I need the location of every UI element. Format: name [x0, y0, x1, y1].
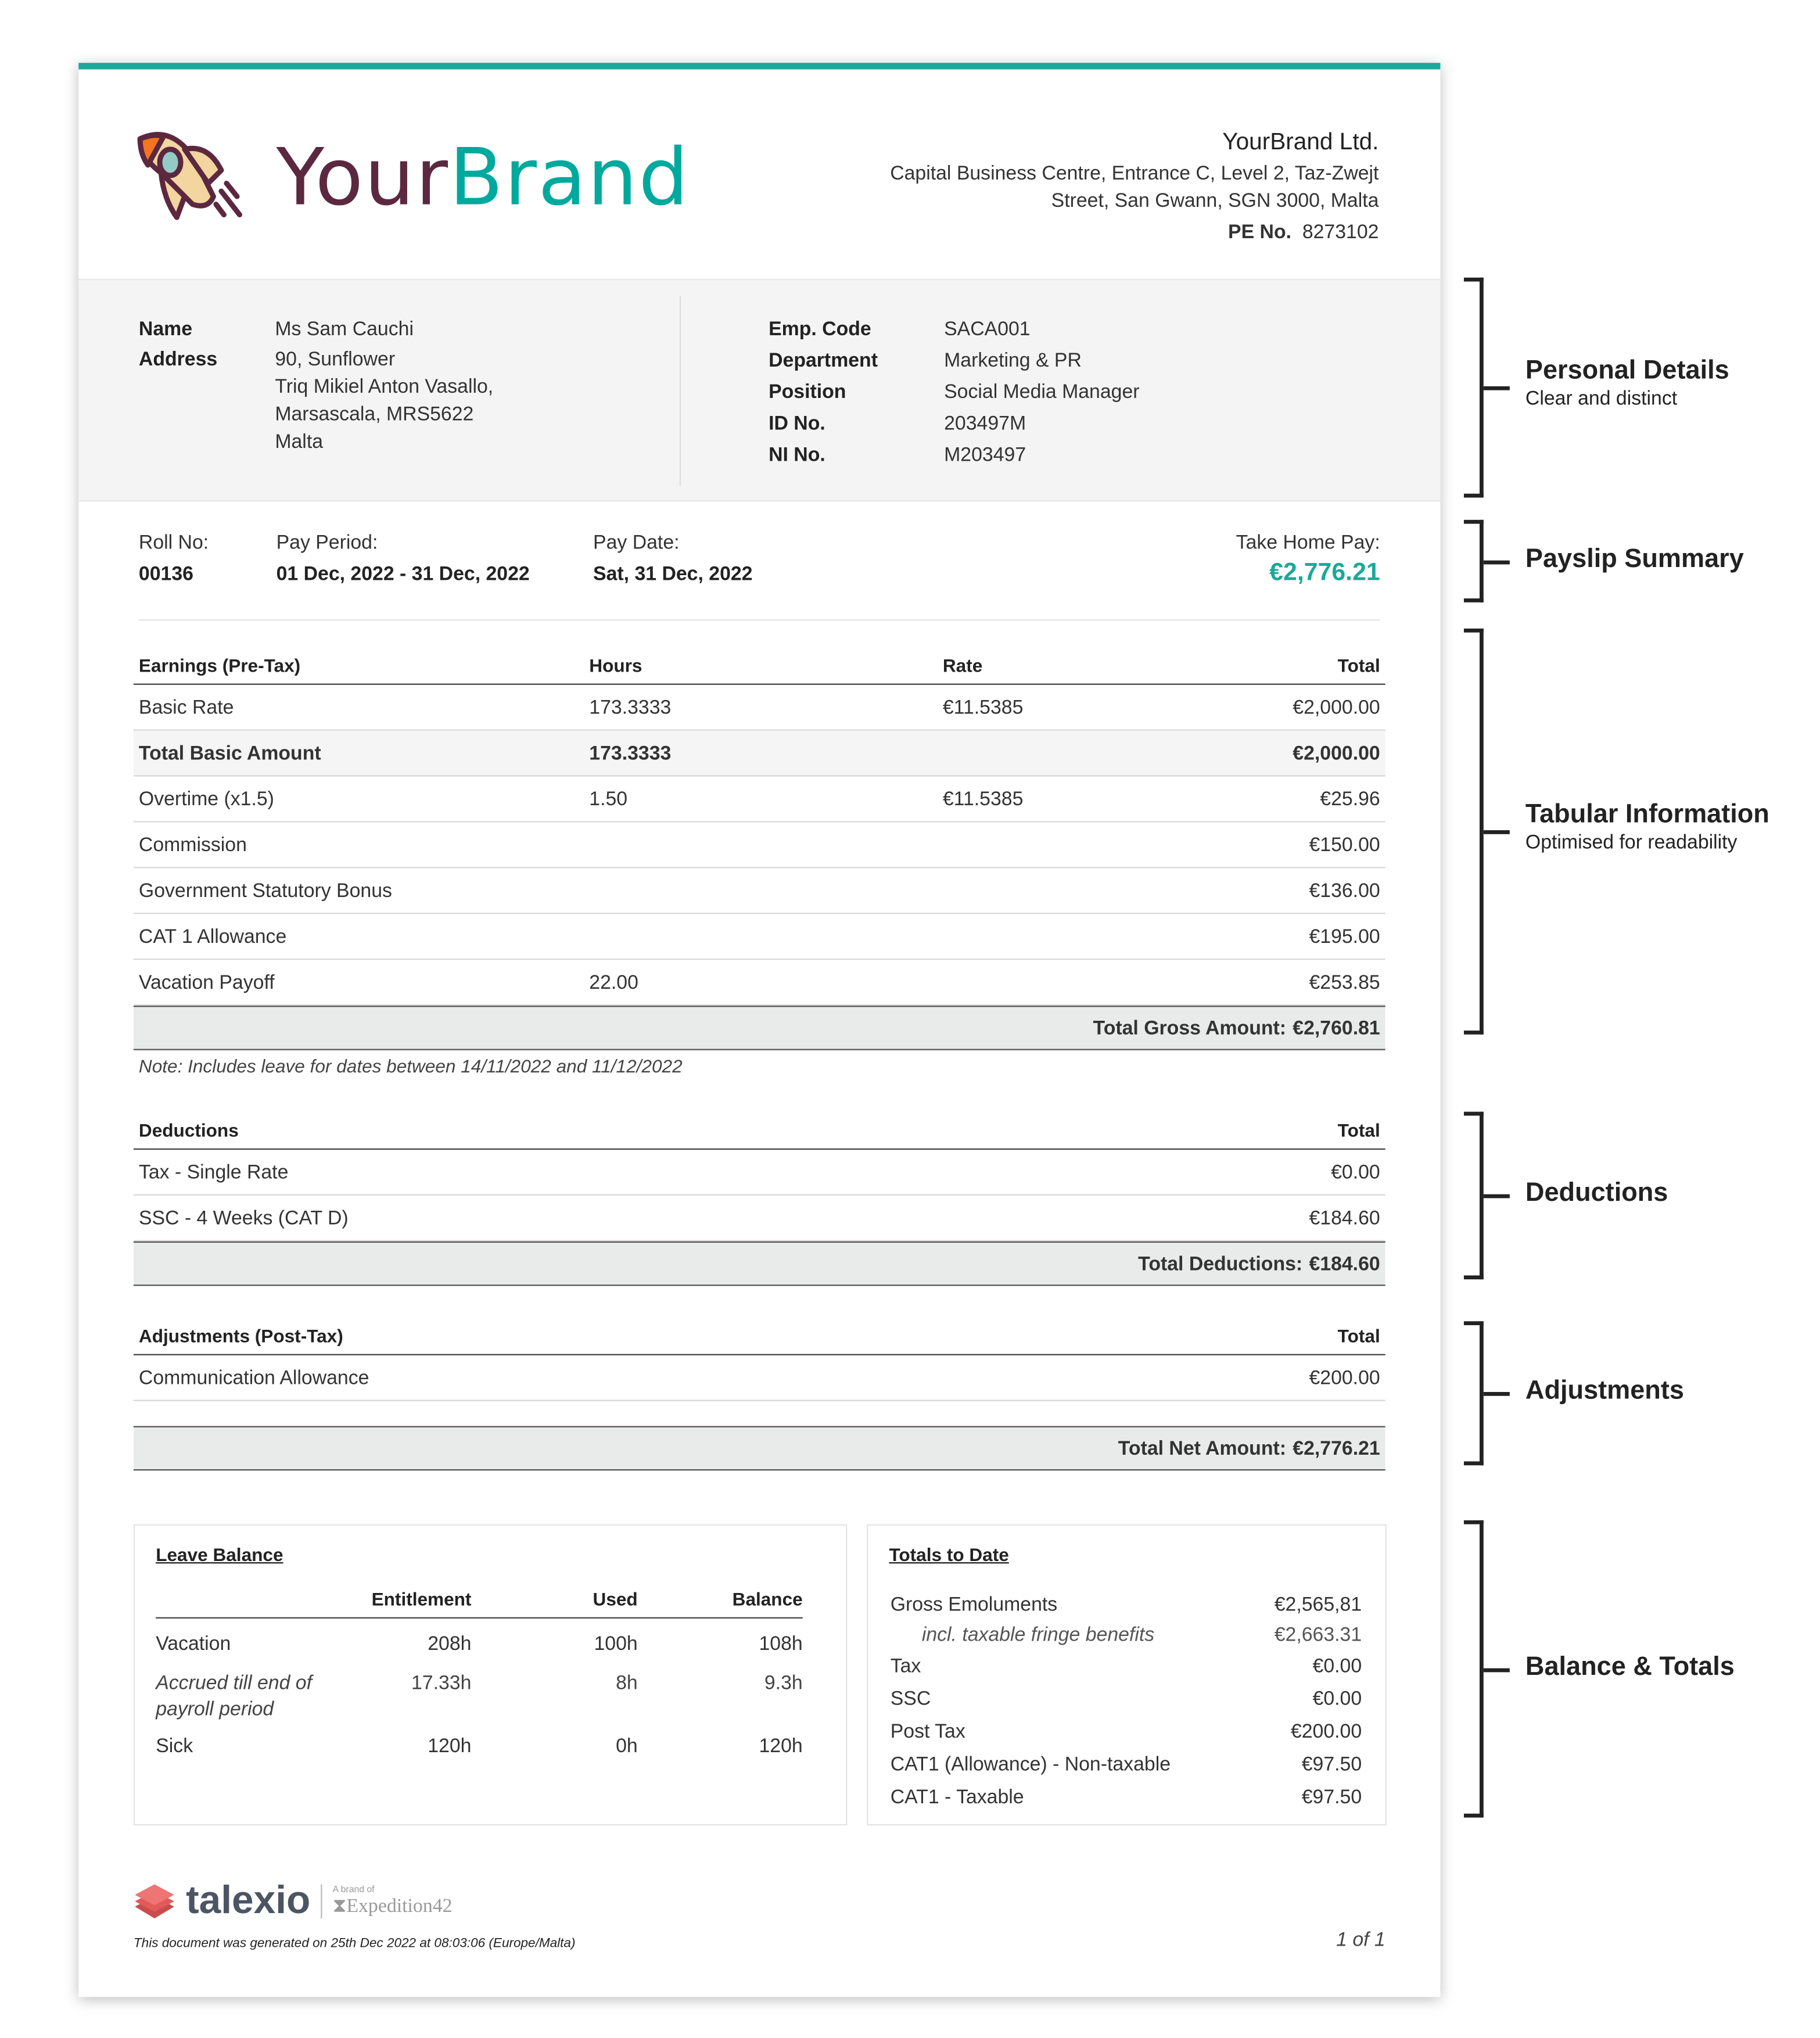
field-label: NI No.: [769, 444, 825, 467]
annotation-title: Adjustments: [1525, 1376, 1684, 1405]
column-header: Total: [1337, 1120, 1380, 1141]
cell: 120h: [759, 1735, 803, 1757]
field-value: 90, Sunflower: [275, 348, 396, 371]
leave-row: [156, 1671, 802, 1723]
cell: Vacation Payoff: [138, 971, 275, 993]
total-value: €2,776.21: [1293, 1437, 1380, 1460]
bracket: [1464, 1112, 1484, 1280]
cell: €150.00: [1309, 833, 1380, 856]
cell: €2,565,81: [1274, 1594, 1362, 1616]
cell: 9.3h: [764, 1672, 803, 1695]
totals-to-date-panel: [867, 1524, 1387, 1825]
column-header: Hours: [589, 655, 642, 676]
table-row: [134, 731, 1385, 777]
cell: €0.00: [1331, 1161, 1380, 1183]
cell: €253.85: [1309, 971, 1380, 993]
talexio-layers-icon: [134, 1883, 175, 1919]
table-row: [134, 777, 1385, 823]
totals-row: [891, 1716, 1362, 1748]
cell: €2,000.00: [1293, 741, 1380, 765]
cell: Commission: [138, 833, 247, 856]
annotation-subtitle: Clear and distinct: [1525, 387, 1678, 410]
total-row: [134, 1426, 1385, 1471]
cell: €195.00: [1309, 925, 1380, 948]
cell: 108h: [759, 1632, 803, 1656]
column-header: Adjustments (Post-Tax): [138, 1325, 343, 1347]
cell: €200.00: [1290, 1720, 1362, 1743]
annotation-title: Tabular Information: [1525, 800, 1769, 829]
table-header: [134, 645, 1385, 685]
table-row: [134, 960, 1385, 1006]
field-label: Emp. Code: [769, 318, 871, 341]
field-label: Position: [769, 381, 846, 404]
totals-row: [891, 1588, 1362, 1621]
field-label: Department: [769, 349, 878, 372]
take-home-label: Take Home Pay:: [1236, 532, 1380, 554]
annotation-title: Balance & Totals: [1525, 1652, 1735, 1681]
brand-of-label: A brand of: [332, 1885, 375, 1895]
field-label: [139, 401, 275, 428]
cell: CAT1 - Taxable: [890, 1786, 1024, 1809]
brand-name-part2: Brand: [449, 132, 690, 224]
talexio-wordmark: talexio: [186, 1879, 311, 1922]
payslip-document: [78, 63, 1440, 1997]
table-row: [134, 1196, 1385, 1242]
field-value: Marsascala, MRS5622: [275, 403, 474, 426]
cell: €2,663.31: [1274, 1623, 1362, 1646]
cell: €25.96: [1320, 787, 1380, 810]
cell: €2,000.00: [1293, 696, 1380, 719]
rocket-icon: [135, 131, 253, 225]
cell: Post Tax: [890, 1720, 965, 1743]
earnings-note: Note: Includes leave for dates between 14/11/2022 and 11/12/2022: [138, 1055, 683, 1077]
divider: [680, 296, 681, 486]
cell: Sick: [156, 1735, 193, 1757]
cell: €184.60: [1309, 1207, 1380, 1229]
bracket: [1464, 278, 1484, 498]
generated-note: This document was generated on 25th Dec 2022 at 08:03:06 (Europe/Malta): [133, 1936, 576, 1951]
bracket: [1464, 1520, 1484, 1818]
table-row: [134, 914, 1385, 960]
cell: €11.5385: [942, 696, 1024, 719]
pe-label: PE No.: [1228, 221, 1292, 244]
company-address-line2: Street, San Gwann, SGN 3000, Malta: [1051, 189, 1379, 213]
take-home-value: €2,776.21: [1269, 559, 1380, 587]
field-value: 203497M: [944, 412, 1026, 435]
earnings-table: [134, 645, 1385, 1050]
field-label: Name: [138, 318, 193, 341]
cell: incl. taxable fringe benefits: [921, 1623, 1155, 1646]
cell: CAT1 (Allowance) - Non-taxable: [890, 1753, 1171, 1776]
cell: 22.00: [589, 971, 638, 993]
column-header: Total: [1337, 655, 1380, 676]
personal-row: [769, 346, 1139, 377]
cell: Tax - Single Rate: [138, 1161, 289, 1183]
deductions-table: [134, 1110, 1385, 1286]
total-row: [134, 1006, 1385, 1050]
cell: Accrued till end of payroll period: [156, 1672, 312, 1721]
totals-row: [891, 1650, 1362, 1682]
parent-brand: Expedition42: [346, 1895, 453, 1917]
roll-value: 00136: [138, 563, 193, 586]
cell: Basic Rate: [138, 696, 234, 719]
brand-name: [277, 132, 690, 224]
spacer: [134, 1401, 1385, 1426]
table-header: [134, 1316, 1385, 1355]
personal-row: [139, 373, 493, 400]
column-header: [156, 1588, 313, 1609]
field-value: Social Media Manager: [944, 381, 1140, 404]
cell: 17.33h: [411, 1672, 472, 1695]
cell: 120h: [428, 1735, 472, 1757]
pe-value: 8273102: [1302, 221, 1379, 244]
field-value: Triq Mikiel Anton Vasallo,: [275, 375, 494, 399]
field-label: Address: [138, 348, 218, 371]
roll-label: Roll No:: [138, 532, 209, 554]
totals-row: [891, 1781, 1362, 1813]
pay-date-label: Pay Date:: [593, 532, 680, 554]
column-header: Balance: [732, 1588, 803, 1610]
cell: €0.00: [1312, 1655, 1362, 1678]
cell: €97.50: [1301, 1786, 1362, 1809]
column-header: Used: [593, 1588, 638, 1610]
cell: Tax: [890, 1655, 921, 1678]
column-header: Total: [1337, 1325, 1380, 1347]
cell: 8h: [616, 1672, 638, 1695]
total-row: [134, 1242, 1385, 1286]
bracket-tick: [1484, 1194, 1510, 1199]
cell: Government Statutory Bonus: [138, 879, 392, 902]
field-value: M203497: [944, 444, 1026, 467]
personal-row: [139, 428, 493, 455]
cell: Communication Allowance: [138, 1366, 369, 1389]
totals-row: [891, 1748, 1362, 1781]
cell: SSC: [890, 1688, 931, 1710]
company-info: [890, 128, 1379, 246]
bracket: [1464, 520, 1484, 602]
table-row: [134, 1355, 1385, 1401]
brand-logo: [135, 131, 690, 225]
personal-row: [139, 314, 493, 346]
period-value: 01 Dec, 2022 - 31 Dec, 2022: [276, 563, 530, 586]
bracket-tick: [1484, 1667, 1510, 1671]
cell: SSC - 4 Weeks (CAT D): [138, 1207, 349, 1229]
bracket: [1464, 1321, 1484, 1465]
leave-header: [156, 1588, 802, 1619]
total-label: Total Deductions:: [1138, 1252, 1303, 1275]
total-label: Total Net Amount:: [1118, 1437, 1287, 1460]
annotation-title: Deductions: [1525, 1178, 1668, 1208]
page-number: 1 of 1: [1336, 1929, 1385, 1951]
field-label: [139, 428, 275, 455]
brand-name-part1: Your: [276, 132, 450, 224]
personal-row: [769, 408, 1139, 440]
cell: €11.5385: [942, 787, 1024, 810]
bracket-tick: [1484, 560, 1510, 564]
cell: Gross Emoluments: [890, 1594, 1058, 1616]
table-header: [134, 1110, 1385, 1150]
field-value: Marketing & PR: [944, 349, 1082, 372]
bracket: [1464, 629, 1484, 1035]
field-label: ID No.: [769, 412, 825, 435]
personal-row: [139, 401, 493, 428]
total-value: €184.60: [1309, 1252, 1380, 1275]
personal-row: [769, 314, 1139, 346]
cell: €97.50: [1301, 1753, 1362, 1776]
table-row: [134, 823, 1385, 869]
cell: €0.00: [1312, 1688, 1362, 1710]
cell: 1.50: [589, 787, 628, 810]
divider: [321, 1885, 322, 1919]
cell: €136.00: [1309, 879, 1380, 902]
cell: 0h: [616, 1735, 638, 1757]
personal-row: [769, 440, 1139, 471]
cell: Total Basic Amount: [138, 741, 321, 765]
cell: 208h: [428, 1632, 472, 1656]
cell: Vacation: [156, 1632, 231, 1656]
totals-row: [891, 1621, 1362, 1650]
leave-row: [156, 1734, 802, 1760]
adjustments-table: [134, 1316, 1385, 1470]
annotation-title: Payslip Summary: [1525, 544, 1744, 573]
personal-row: [769, 377, 1139, 408]
field-value: SACA001: [944, 318, 1031, 341]
field-label: [139, 373, 275, 400]
table-row: [134, 1150, 1385, 1196]
table-row: [134, 868, 1385, 914]
personal-row: [139, 346, 493, 373]
period-label: Pay Period:: [276, 532, 378, 554]
cell: Overtime (x1.5): [138, 787, 274, 810]
leave-row: [156, 1631, 802, 1657]
total-label: Total Gross Amount:: [1093, 1017, 1287, 1039]
annotation-title: Personal Details: [1525, 356, 1729, 385]
cell: CAT 1 Allowance: [138, 925, 287, 948]
cell: €200.00: [1309, 1366, 1380, 1389]
column-header: Earnings (Pre-Tax): [138, 655, 301, 676]
column-header: Entitlement: [371, 1588, 472, 1610]
personal-details: [78, 279, 1440, 501]
cell: 100h: [594, 1632, 638, 1656]
bracket-tick: [1484, 386, 1510, 390]
cell: 173.3333: [589, 696, 672, 719]
company-name: YourBrand Ltd.: [1222, 128, 1379, 155]
expedition42-wordmark: ⧗Expedition42: [332, 1895, 453, 1917]
totals-row: [891, 1682, 1362, 1715]
annotation-subtitle: Optimised for readability: [1525, 831, 1738, 854]
cell: 173.3333: [589, 741, 672, 765]
field-value: Malta: [275, 430, 324, 453]
field-value: Ms Sam Cauchi: [275, 318, 414, 341]
leave-balance-title: Leave Balance: [156, 1544, 283, 1565]
column-header: Deductions: [138, 1120, 239, 1141]
payslip-summary: [139, 530, 1380, 621]
column-header: Rate: [942, 655, 983, 676]
pay-date-value: Sat, 31 Dec, 2022: [593, 563, 753, 586]
leave-balance-panel: [134, 1524, 847, 1825]
bracket-tick: [1484, 830, 1510, 834]
table-row: [134, 685, 1385, 731]
bracket-tick: [1484, 1392, 1510, 1396]
talexio-logo: [134, 1879, 453, 1924]
company-address-line1: Capital Business Centre, Entrance C, Level 2, Taz-Zwejt: [890, 162, 1379, 185]
totals-title: Totals to Date: [889, 1544, 1009, 1565]
total-value: €2,760.81: [1293, 1017, 1380, 1039]
